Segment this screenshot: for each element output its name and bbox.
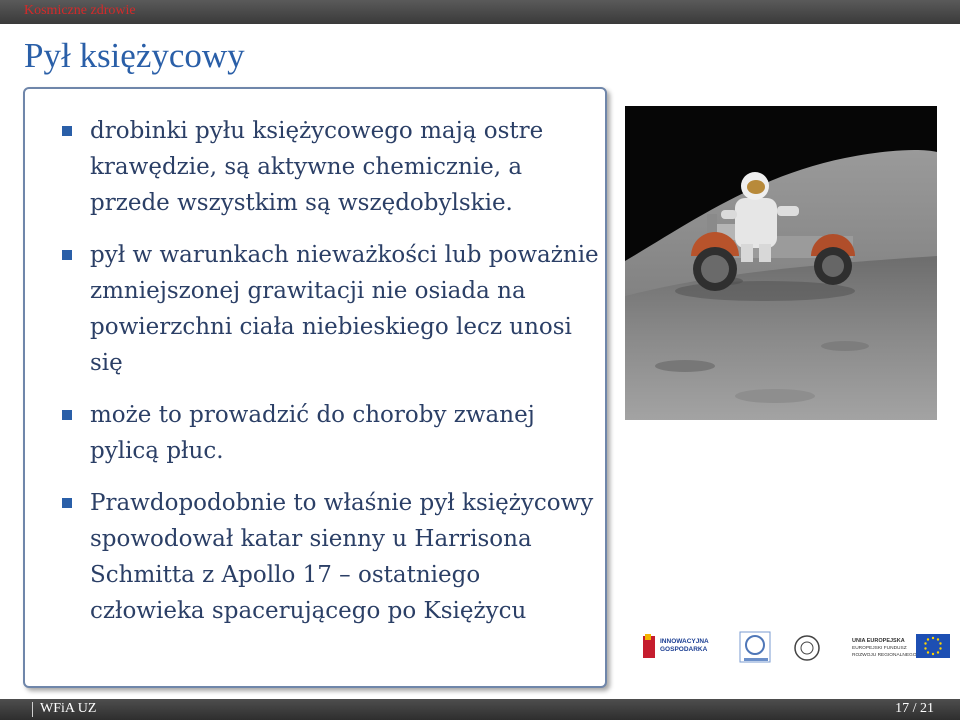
bullet-square-icon	[62, 410, 72, 420]
bullet-text: drobinki pyłu księżycowego mają ostre krawędzie, są aktywne chemicznie, a przede wszystkim są wszędobylskie.	[90, 118, 544, 216]
logo-ue-line3: ROZWOJU REGIONALNEGO	[852, 653, 917, 658]
section-title: Kosmiczne zdrowie	[24, 3, 136, 18]
logos-strip	[640, 626, 952, 674]
logo-ue-line2: EUROPEJSKI FUNDUSZ	[852, 646, 907, 651]
bullet-square-icon	[62, 126, 72, 136]
footer-bar	[0, 699, 960, 720]
page-number: 17 / 21	[895, 701, 934, 716]
logo-innowacyjna-line1: INNOWACYJNA	[660, 638, 709, 645]
logo-innowacyjna-line2: GOSPODARKA	[660, 646, 708, 653]
footer-institution: WFiA UZ	[40, 701, 97, 716]
logo-ue-line1: UNIA EUROPEJSKA	[852, 638, 905, 644]
bullet-item	[60, 485, 600, 629]
bullet-text: pył w warunkach nieważkości lub poważnie zmniejszonej grawitacji nie osiada na powierzchni ciała niebieskiego lecz unosi się	[90, 242, 599, 376]
bullet-item	[60, 397, 600, 469]
bullet-square-icon	[62, 250, 72, 260]
bullet-text: Prawdopodobnie to właśnie pył księżycowy spowodował katar sienny u Harrisona Schmitta z Apollo 17 – ostatniego człowieka spacerującego po Księżycu	[90, 490, 594, 624]
bullet-text: może to prowadzić do choroby zwanej pylicą płuc.	[90, 402, 535, 464]
moon-rover-photo	[625, 106, 937, 420]
funding-logos	[640, 626, 952, 674]
bullet-square-icon	[62, 498, 72, 508]
slide-title: Pył księżycowy	[24, 36, 245, 75]
bullet-item	[60, 237, 600, 381]
lunar-scene-image	[625, 106, 937, 420]
footer-divider	[32, 702, 33, 717]
bullet-list	[60, 113, 600, 645]
bullet-item	[60, 113, 600, 221]
top-bar	[0, 0, 960, 24]
